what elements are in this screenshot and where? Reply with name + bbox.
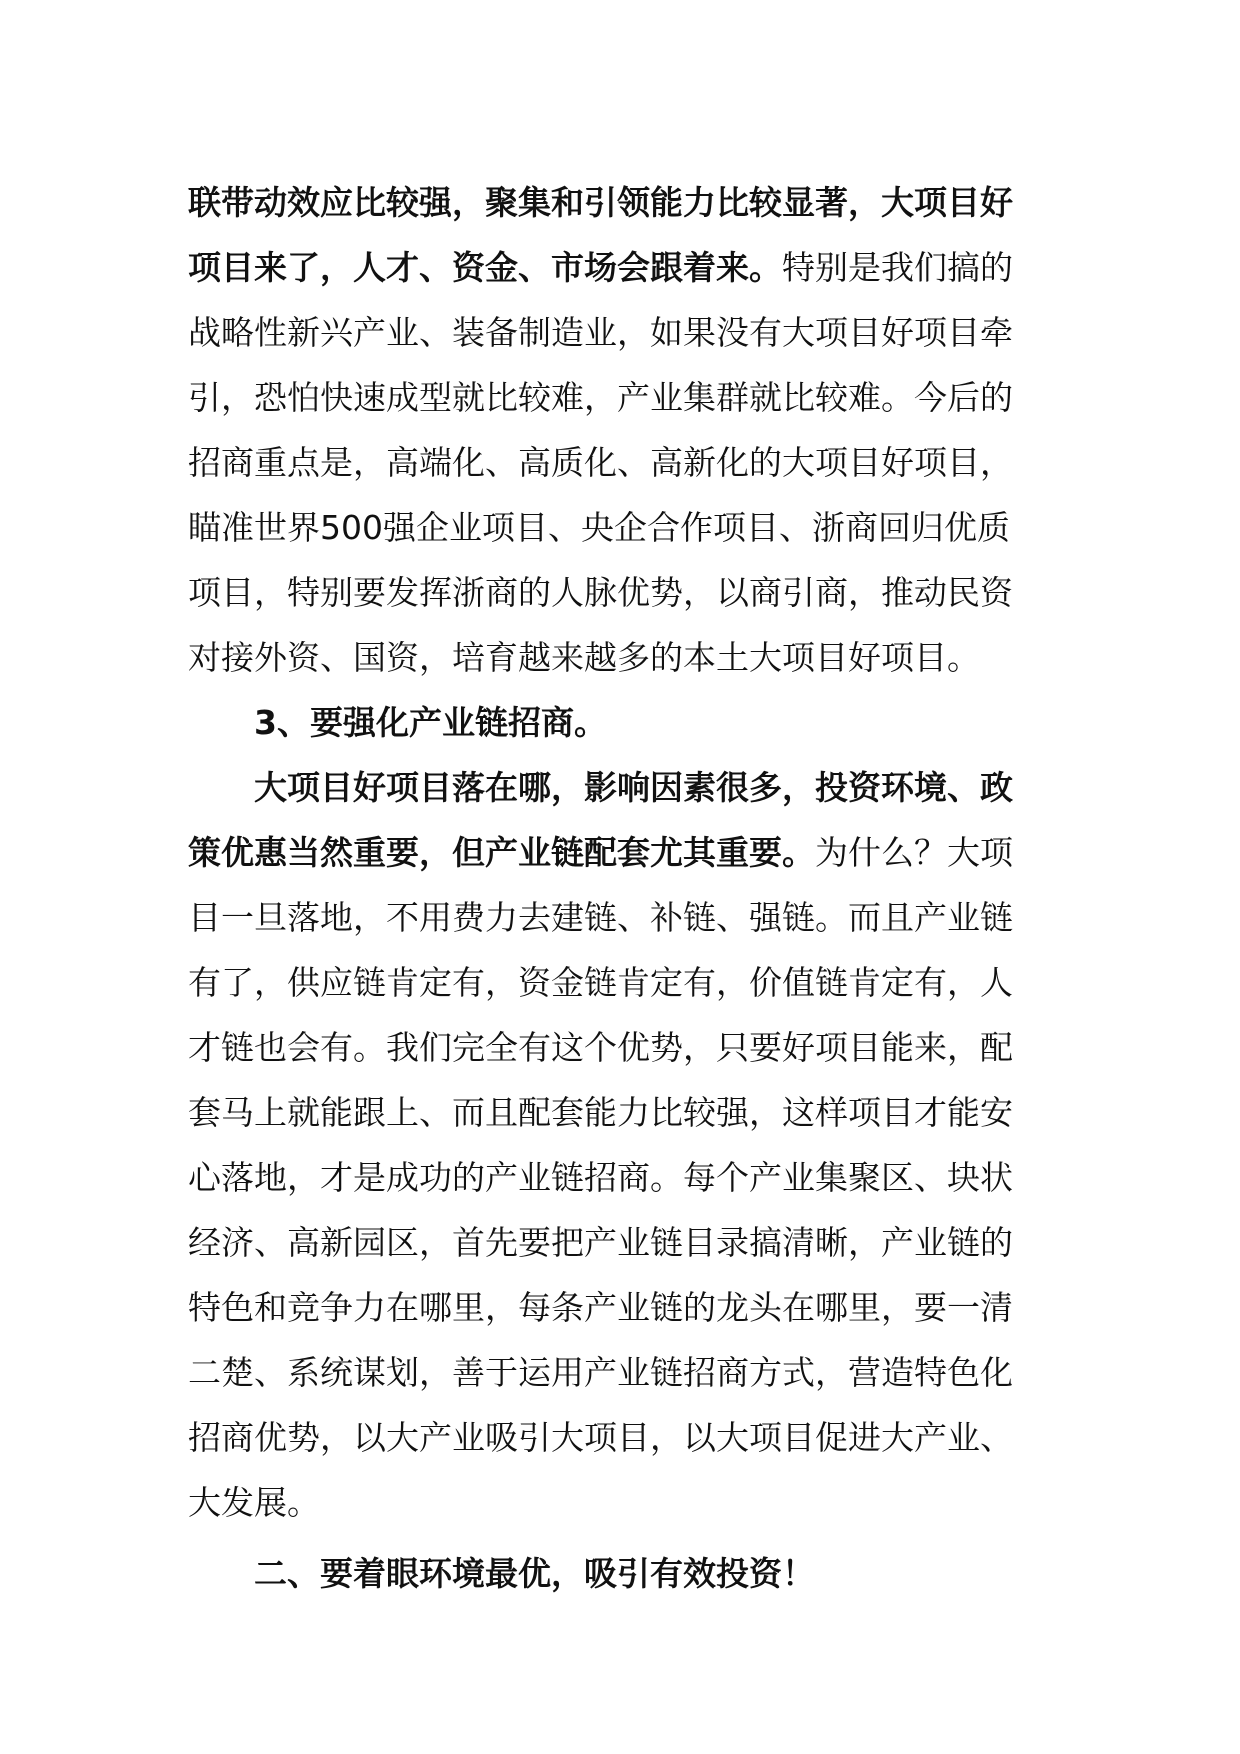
body-text: 战略性新兴产业、装备制造业，如果没有大项目好项目牵 — [188, 313, 1013, 352]
paragraph-2-line — [188, 1015, 1054, 1080]
paragraph-2 — [188, 755, 1054, 1535]
paragraph-1-line — [188, 235, 1054, 300]
body-text: 经济、高新园区，首先要把产业链目录搞清晰，产业链的 — [188, 1223, 1013, 1262]
bold-text: 大项目好项目落在哪，影响因素很多，投资环境、政 — [254, 768, 1013, 807]
section-heading-3: 3、要强化产业链招商。 — [254, 703, 607, 742]
body-text: 对接外资、国资，培育越来越多的本土大项目好项目。 — [188, 638, 980, 677]
body-text: 特别是我们搞的 — [782, 248, 1013, 287]
paragraph-1-line — [188, 560, 1054, 625]
body-text: 项目，特别要发挥浙商的人脉优势，以商引商，推动民资 — [188, 573, 1013, 612]
bold-text: 项目来了，人才、资金、市场会跟着来。 — [188, 248, 782, 287]
paragraph-1-line — [188, 495, 1054, 560]
paragraph-2-line — [188, 1275, 1054, 1340]
paragraph-1 — [188, 170, 1054, 690]
body-text: 为什么？大项 — [815, 833, 1013, 872]
paragraph-1-line — [188, 300, 1054, 365]
body-text: 大发展。 — [188, 1483, 320, 1522]
paragraph-1-line — [188, 625, 1054, 690]
section-heading-2: 二、要着眼环境最优，吸引有效投资！ — [254, 1554, 815, 1593]
body-text: 套马上就能跟上、而且配套能力比较强，这样项目才能安 — [188, 1093, 1013, 1132]
bold-text: 联带动效应比较强，聚集和引领能力比较显著，大项目好 — [188, 183, 1013, 222]
paragraph-2-line — [188, 1470, 1054, 1535]
paragraph-2-line — [188, 1405, 1054, 1470]
paragraph-1-line — [188, 430, 1054, 495]
body-text: 心落地，才是成功的产业链招商。每个产业集聚区、块状 — [188, 1158, 1013, 1197]
paragraph-2-line — [188, 1210, 1054, 1275]
paragraph-2-line — [188, 885, 1054, 950]
bold-text: 策优惠当然重要，但产业链配套尤其重要。 — [188, 833, 815, 872]
body-text: 目一旦落地，不用费力去建链、补链、强链。而且产业链 — [188, 898, 1013, 937]
paragraph-2-line — [188, 1145, 1054, 1210]
paragraph-1-line — [188, 365, 1054, 430]
paragraph-1-line — [188, 170, 1054, 235]
body-text: 有了，供应链肯定有，资金链肯定有，价值链肯定有，人 — [188, 963, 1013, 1002]
paragraph-2-line — [188, 1340, 1054, 1405]
body-text: 二楚、系统谋划，善于运用产业链招商方式，营造特色化 — [188, 1353, 1013, 1392]
paragraph-2-line — [188, 950, 1054, 1015]
body-text: 招商优势，以大产业吸引大项目，以大项目促进大产业、 — [188, 1418, 1013, 1457]
paragraph-2-line — [188, 755, 1054, 820]
body-text: 特色和竞争力在哪里，每条产业链的龙头在哪里，要一清 — [188, 1288, 1013, 1327]
body-text: 引，恐怕快速成型就比较难，产业集群就比较难。今后的 — [188, 378, 1013, 417]
body-text: 瞄准世界500强企业项目、央企合作项目、浙商回归优质 — [188, 508, 1010, 547]
body-text: 才链也会有。我们完全有这个优势，只要好项目能来，配 — [188, 1028, 1013, 1067]
document-page — [188, 170, 1054, 1606]
paragraph-2-line — [188, 820, 1054, 885]
paragraph-2-line — [188, 1080, 1054, 1145]
body-text: 招商重点是，高端化、高质化、高新化的大项目好项目， — [188, 443, 1013, 482]
